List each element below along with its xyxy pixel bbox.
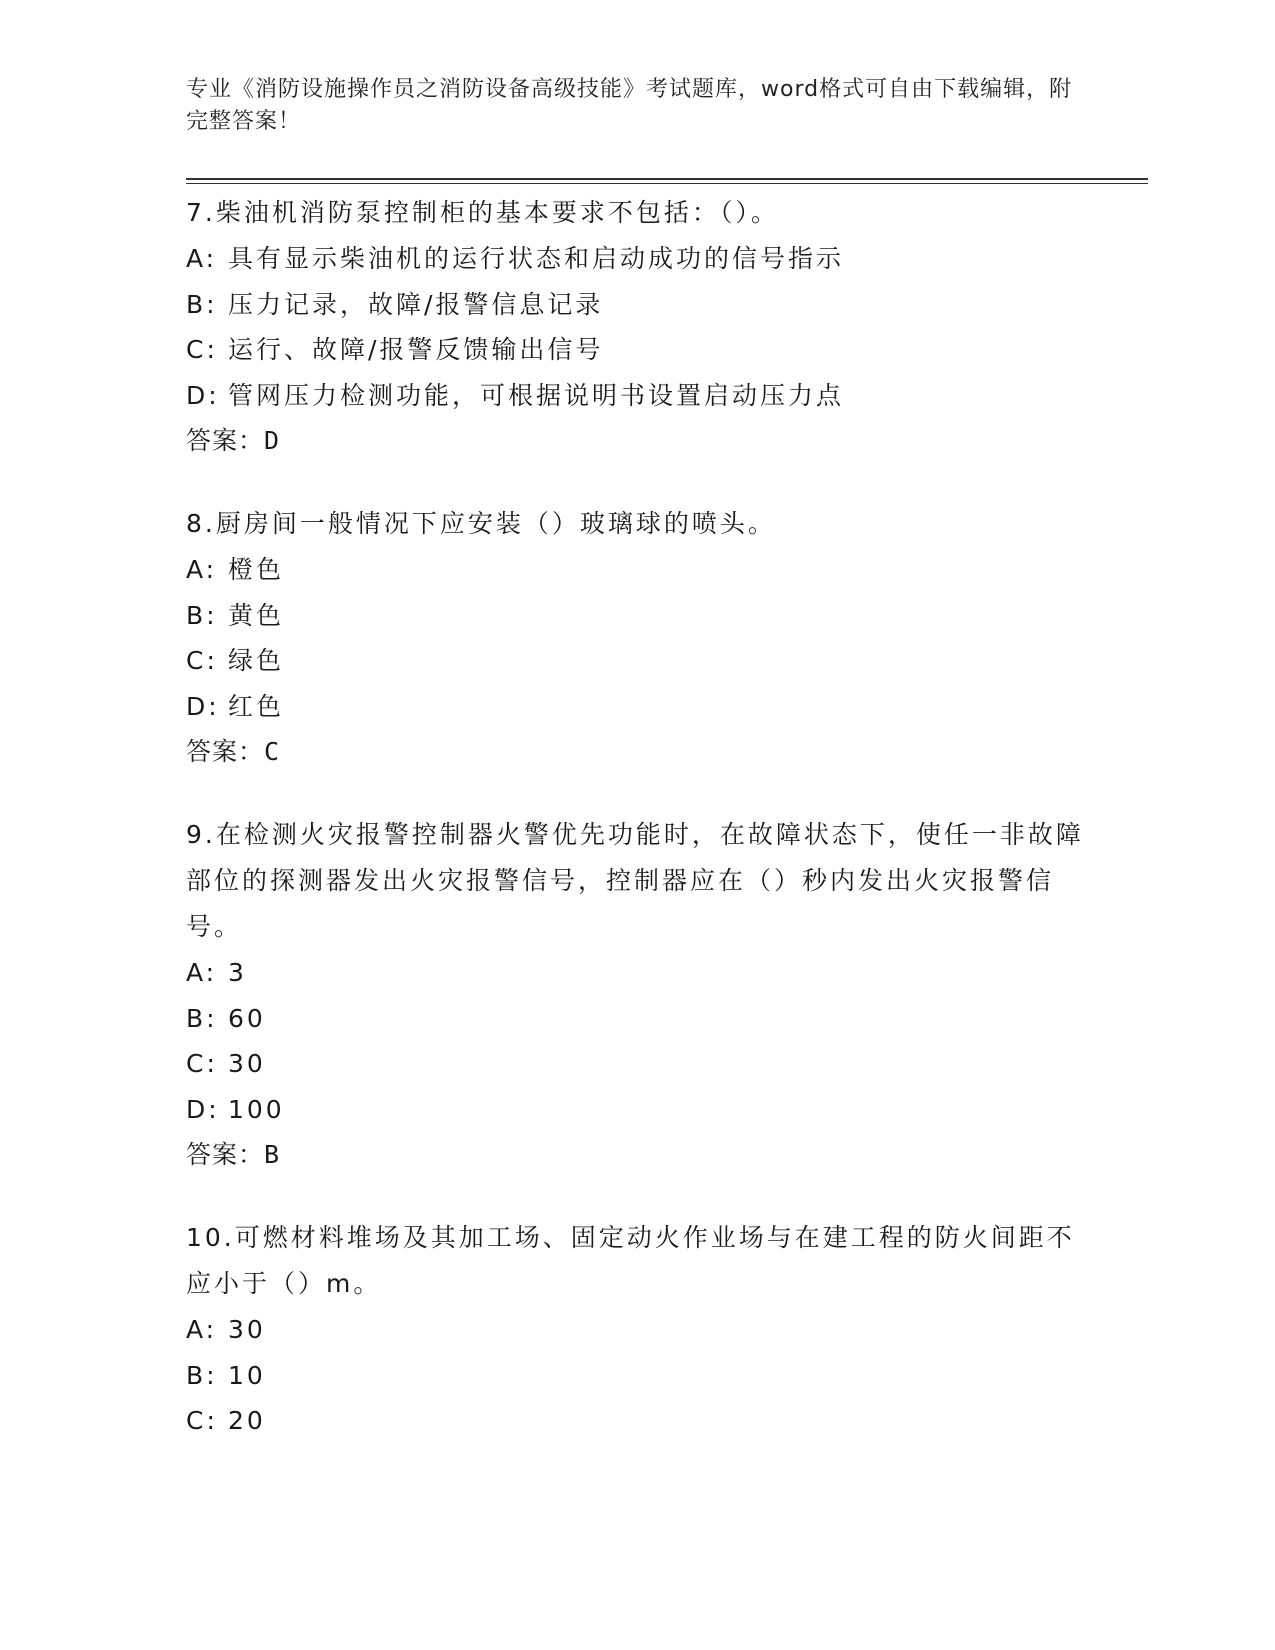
question-item	[186, 190, 1086, 463]
option-b	[186, 1353, 1086, 1399]
question-text: 8.厨房间一般情况下应安装（）玻璃球的喷头。	[186, 509, 776, 538]
option-text: 管网压力检测功能，可根据说明书设置启动压力点	[228, 380, 845, 410]
option-b	[186, 282, 1086, 328]
answer-line	[186, 418, 1086, 463]
option-key: D:	[186, 380, 220, 410]
option-text: 10	[228, 1360, 266, 1390]
option-key: A:	[186, 244, 218, 273]
option-key: C:	[186, 335, 218, 364]
question-list	[186, 190, 1086, 1482]
answer-label: 答案：	[186, 1140, 265, 1169]
option-key: D:	[186, 1094, 220, 1124]
answer-label: 答案：	[186, 737, 265, 766]
question-text: 10.可燃材料堆场及其加工场、固定动火作业场与在建工程的防火间距不应小于（）m。	[186, 1223, 1075, 1298]
answer-value: B	[264, 1140, 281, 1169]
option-key: A:	[186, 1315, 218, 1344]
answer-value: C	[264, 737, 281, 766]
option-key: A:	[186, 958, 218, 987]
option-text: 30	[228, 1049, 266, 1078]
option-key: D:	[186, 691, 220, 721]
option-c	[186, 638, 1086, 684]
option-b	[186, 593, 1086, 639]
question-text: 9.在检测火灾报警控制器火警优先功能时，在故障状态下，使任一非故障部位的探测器发出火灾报警信号，控制器应在（）秒内发出火灾报警信号。	[186, 820, 1084, 941]
question-text: 7.柴油机消防泵控制柜的基本要求不包括：（）。	[186, 198, 779, 227]
option-d	[186, 1087, 1086, 1133]
option-key: C:	[186, 1049, 218, 1078]
answer-label: 答案：	[186, 426, 265, 455]
option-key: B:	[186, 1003, 218, 1033]
option-c	[186, 1041, 1086, 1087]
option-text: 60	[228, 1003, 266, 1033]
question-item	[186, 501, 1086, 774]
option-key: A:	[186, 555, 218, 584]
option-key: B:	[186, 289, 218, 319]
option-key: B:	[186, 600, 218, 630]
option-text: 具有显示柴油机的运行状态和启动成功的信号指示	[228, 244, 845, 273]
option-d	[186, 373, 1086, 419]
option-text: 30	[228, 1315, 266, 1344]
header-divider-top	[186, 178, 1148, 180]
header-divider-bottom	[186, 183, 1148, 184]
option-c	[186, 327, 1086, 373]
option-b	[186, 996, 1086, 1042]
option-text: 运行、故障/报警反馈输出信号	[228, 335, 604, 364]
option-d	[186, 684, 1086, 730]
question-item	[186, 812, 1086, 1177]
answer-value: D	[264, 426, 281, 455]
option-a	[186, 547, 1086, 593]
option-text: 压力记录，故障/报警信息记录	[228, 289, 604, 319]
option-text: 3	[228, 958, 247, 987]
option-text: 橙色	[228, 555, 285, 584]
option-text: 100	[228, 1094, 285, 1124]
option-a	[186, 236, 1086, 282]
option-text: 绿色	[228, 646, 285, 675]
question-item	[186, 1215, 1086, 1444]
option-c	[186, 1398, 1086, 1444]
answer-line	[186, 1132, 1086, 1177]
document-header: 专业《消防设施操作员之消防设备高级技能》考试题库，word格式可自由下载编辑，附完整答案！	[186, 77, 1073, 134]
answer-line	[186, 729, 1086, 774]
option-a	[186, 950, 1086, 996]
option-text: 黄色	[228, 600, 285, 630]
option-a	[186, 1307, 1086, 1353]
option-key: C:	[186, 646, 218, 675]
option-text: 红色	[228, 691, 285, 721]
option-key: C:	[186, 1406, 218, 1435]
option-key: B:	[186, 1360, 218, 1390]
option-text: 20	[228, 1406, 266, 1435]
